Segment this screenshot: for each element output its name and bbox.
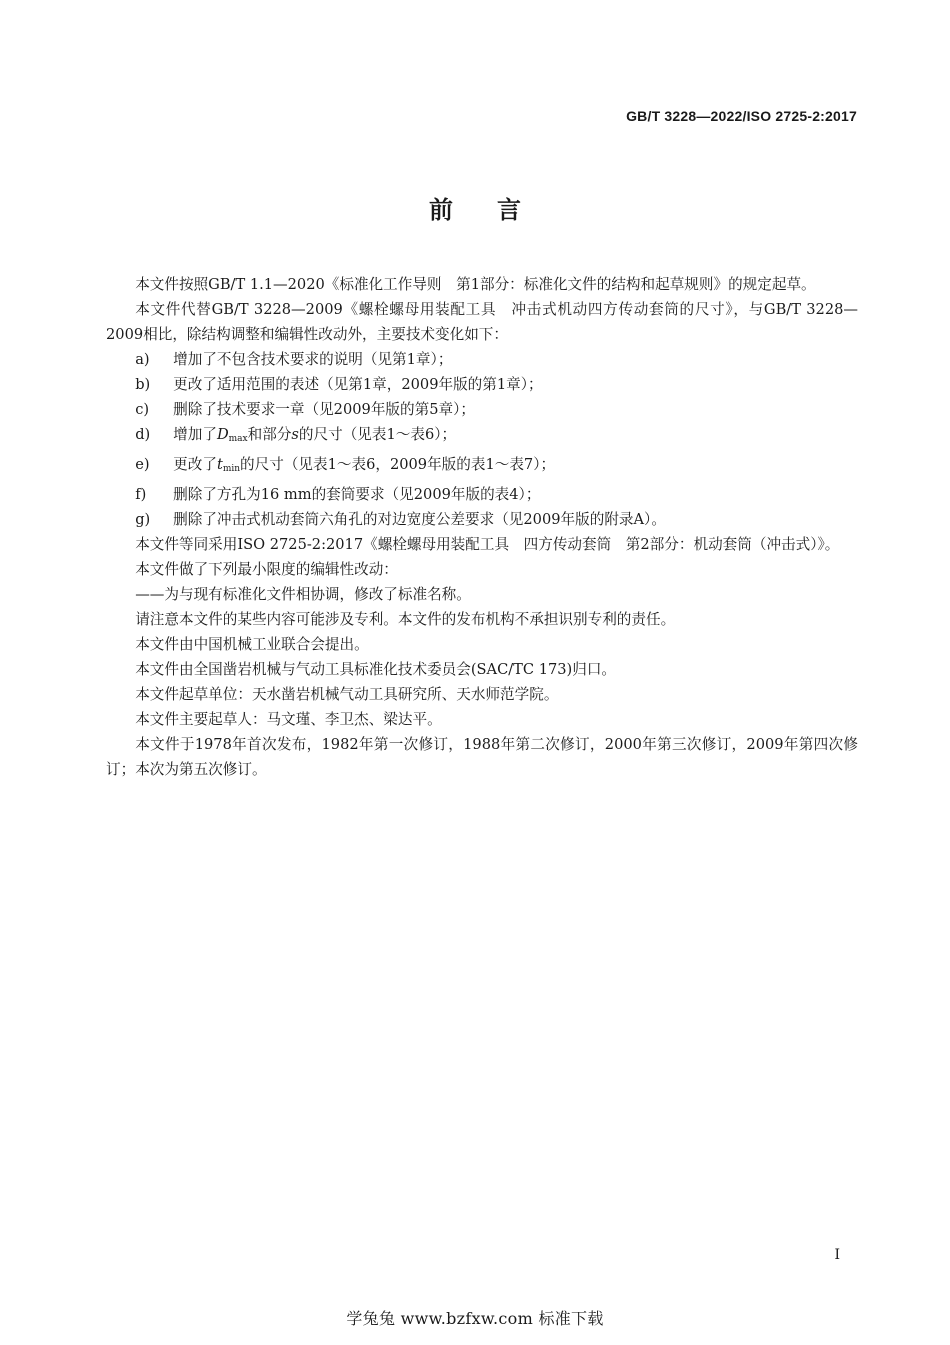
change-label: b) (135, 376, 151, 393)
change-text-suffix: 的尺寸（见表1～表6）； (298, 426, 457, 443)
paragraph-replaces: 本文件代替GB/T 3228—2009《螺栓螺母用装配工具 冲击式机动四方传动套筒的尺寸》，与GB/T 3228—2009相比，除结构调整和编辑性改动外，主要技术变化如下： (106, 301, 858, 343)
page-title: 前言 (429, 196, 565, 224)
change-label: e) (135, 456, 150, 473)
paragraph-drafting-rules: 本文件按照GB/T 1.1—2020《标准化工作导则 第1部分：标准化文件的结构和起草规则》的规定起草。 (135, 276, 816, 293)
standard-code: GB/T 3228—2022/ISO 2725-2:2017 (626, 108, 857, 124)
change-label: a) (135, 351, 150, 368)
change-text-middle: 和部分 (247, 426, 292, 443)
change-item-d (106, 422, 858, 452)
change-item-e (106, 452, 858, 482)
subscript-min: min (222, 464, 241, 474)
paragraph-drafting-units: 本文件起草单位：天水凿岩机械气动工具研究所、天水师范学院。 (135, 686, 559, 703)
change-label: d) (135, 426, 151, 443)
change-item-g (106, 507, 858, 532)
subscript-max: max (228, 434, 248, 444)
change-text-prefix: 更改了 (173, 456, 217, 473)
footer-watermark: 学兔兔 www.bzfxw.com 标准下载 (346, 1309, 604, 1328)
change-item-f (106, 482, 858, 507)
change-text: 删除了技术要求一章（见2009年版的第5章）； (173, 401, 475, 418)
change-text-suffix: 的尺寸（见表1～表6，2009年版的表1～表7）； (240, 456, 556, 473)
paragraph-editorial-changes: 本文件做了下列最小限度的编辑性改动： (135, 561, 398, 578)
change-text: 删除了方孔为16 mm的套筒要求（见2009年版的表4）； (173, 486, 541, 503)
change-item-c (106, 397, 858, 422)
paragraph-history: 本文件于1978年首次发布，1982年第一次修订，1988年第二次修订，2000年第三次修订，2009年第四次修订；本次为第五次修订。 (106, 736, 858, 778)
change-label: g) (135, 511, 151, 528)
paragraph-proposed-by: 本文件由中国机械工业联合会提出。 (135, 636, 369, 653)
variable-d: D (216, 426, 229, 443)
change-text: 更改了适用范围的表述（见第1章，2009年版的第1章）； (173, 376, 543, 393)
change-label: f) (135, 486, 147, 503)
change-item-a (106, 347, 858, 372)
variable-s: s (291, 426, 299, 443)
change-item-b (106, 372, 858, 397)
paragraph-adoption: 本文件等同采用ISO 2725-2:2017《螺栓螺母用装配工具 四方传动套筒 第2部分：机动套筒（冲击式）》。 (135, 536, 840, 553)
foreword-body (106, 272, 858, 782)
paragraph-drafters: 本文件主要起草人：马文瑾、李卫杰、梁达平。 (135, 711, 442, 728)
change-label: c) (135, 401, 150, 418)
paragraph-patent-notice: 请注意本文件的某些内容可能涉及专利。本文件的发布机构不承担识别专利的责任。 (135, 611, 676, 628)
change-text-prefix: 增加了 (173, 426, 217, 443)
paragraph-administered-by: 本文件由全国凿岩机械与气动工具标准化技术委员会(SAC/TC 173)归口。 (135, 661, 617, 678)
change-text: 增加了不包含技术要求的说明（见第1章）； (173, 351, 453, 368)
page-number: I (834, 1247, 840, 1263)
editorial-change-item: ——为与现有标准化文件相协调，修改了标准名称。 (135, 586, 471, 603)
change-text: 删除了冲击式机动套筒六角孔的对边宽度公差要求（见2009年版的附录A）。 (173, 511, 666, 528)
variable-t: t (216, 456, 223, 473)
